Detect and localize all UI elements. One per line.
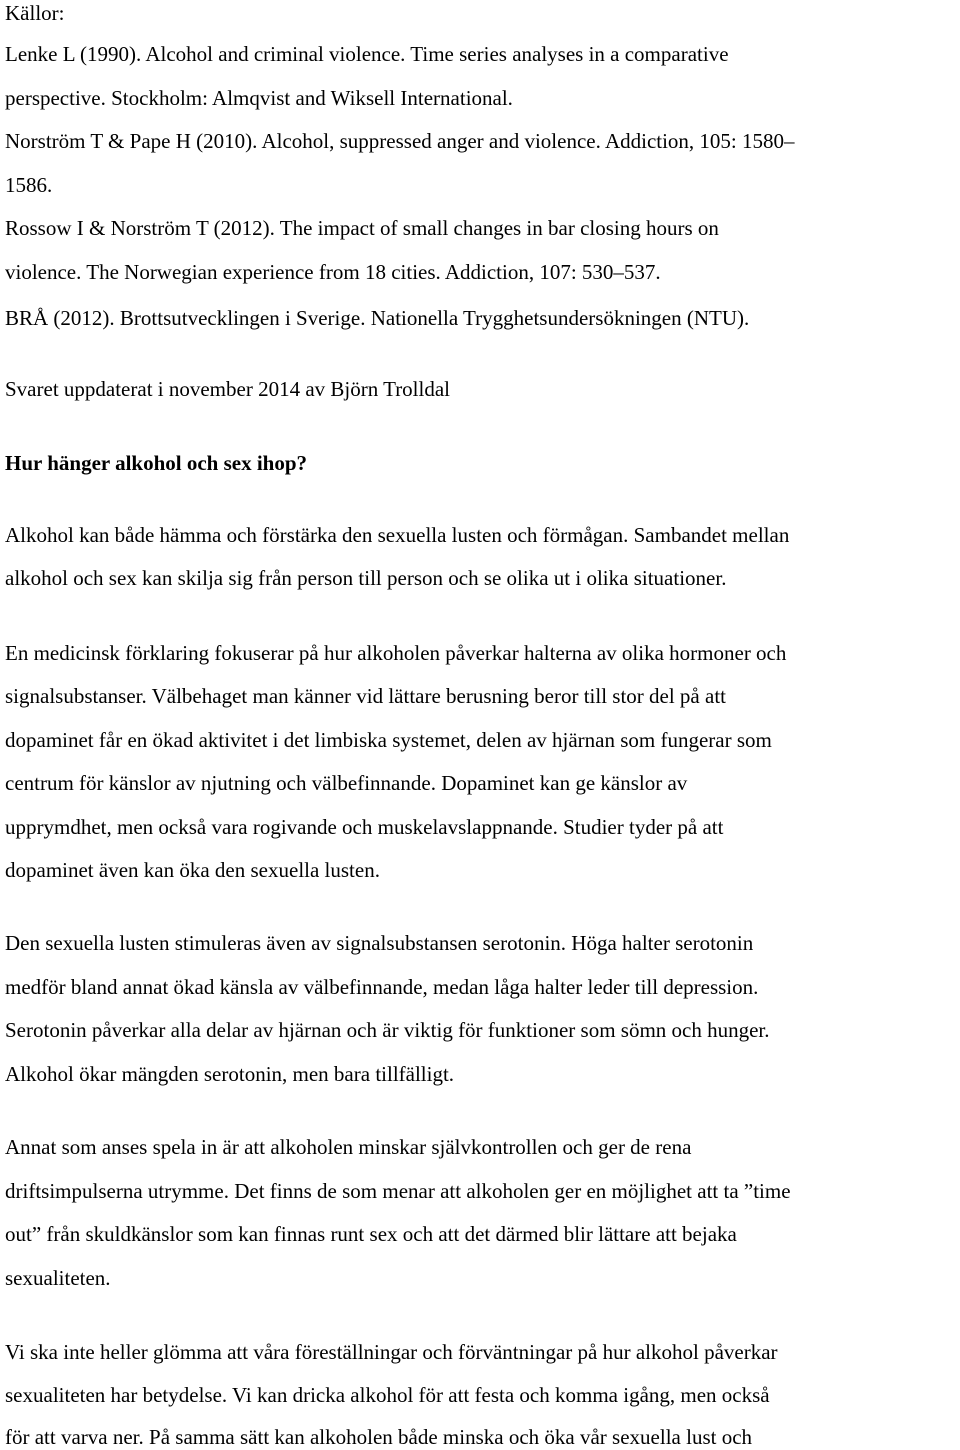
section-heading: Hur hänger alkohol och sex ihop? bbox=[5, 451, 308, 475]
paragraph-line: signalsubstanser. Välbehaget man känner vid lättare berusning beror till stor del på att bbox=[5, 684, 726, 708]
paragraph-line: En medicinsk förklaring fokuserar på hur alkoholen påverkar halterna av olika hormoner och bbox=[5, 641, 787, 665]
paragraph-line: Den sexuella lusten stimuleras även av signalsubstansen serotonin. Höga halter serotonin bbox=[5, 931, 754, 955]
sources-heading: Källor: bbox=[5, 1, 65, 25]
reference-line: 1586. bbox=[5, 173, 53, 197]
paragraph-line: för att varva ner. På samma sätt kan alkoholen både minska och öka vår sexuella lust och bbox=[5, 1425, 753, 1449]
paragraph-line: sexualiteten har betydelse. Vi kan dricka alkohol för att festa och komma igång, men också bbox=[5, 1383, 770, 1407]
update-note: Svaret uppdaterat i november 2014 av Björn Trolldal bbox=[5, 377, 451, 401]
paragraph-line: out” från skuldkänslor som kan finnas runt sex och att det därmed blir lättare att bejaka bbox=[5, 1222, 737, 1246]
reference-line: Lenke L (1990). Alcohol and criminal violence. Time series analyses in a comparative bbox=[5, 42, 729, 66]
reference-line: violence. The Norwegian experience from 18 cities. Addiction, 107: 530–537. bbox=[5, 260, 661, 284]
reference-line: Norström T & Pape H (2010). Alcohol, suppressed anger and violence. Addiction, 105: 1580– bbox=[5, 129, 795, 153]
paragraph-line: Vi ska inte heller glömma att våra föreställningar och förväntningar på hur alkohol påverkar bbox=[5, 1340, 778, 1364]
paragraph-line: upprymdhet, men också vara rogivande och muskelavslappnande. Studier tyder på att bbox=[5, 815, 724, 839]
paragraph-line: driftsimpulserna utrymme. Det finns de som menar att alkoholen ger en möjlighet att ta ”time bbox=[5, 1179, 791, 1203]
paragraph-line: Alkohol ökar mängden serotonin, men bara tillfälligt. bbox=[5, 1062, 455, 1086]
paragraph-line: centrum för känslor av njutning och välbefinnande. Dopaminet kan ge känslor av bbox=[5, 771, 688, 795]
reference-line: perspective. Stockholm: Almqvist and Wiksell International. bbox=[5, 86, 513, 110]
paragraph-line: Annat som anses spela in är att alkoholen minskar självkontrollen och ger de rena bbox=[5, 1135, 692, 1159]
reference-line: BRÅ (2012). Brottsutvecklingen i Sverige. Nationella Trygghetsundersökningen (NTU). bbox=[5, 306, 750, 330]
paragraph-line: dopaminet även kan öka den sexuella lusten. bbox=[5, 858, 380, 882]
reference-line: Rossow I & Norström T (2012). The impact of small changes in bar closing hours on bbox=[5, 216, 719, 240]
paragraph-line: medför bland annat ökad känsla av välbefinnande, medan låga halter leder till depression. bbox=[5, 975, 759, 999]
paragraph-line: sexualiteten. bbox=[5, 1266, 111, 1290]
paragraph-line: Alkohol kan både hämma och förstärka den sexuella lusten och förmågan. Sambandet mellan bbox=[5, 523, 790, 547]
paragraph-line: alkohol och sex kan skilja sig från person till person och se olika ut i olika situationer. bbox=[5, 566, 727, 590]
paragraph-line: Serotonin påverkar alla delar av hjärnan och är viktig för funktioner som sömn och hunger. bbox=[5, 1018, 770, 1042]
paragraph-line: dopaminet får en ökad aktivitet i det limbiska systemet, delen av hjärnan som fungerar som bbox=[5, 728, 772, 752]
